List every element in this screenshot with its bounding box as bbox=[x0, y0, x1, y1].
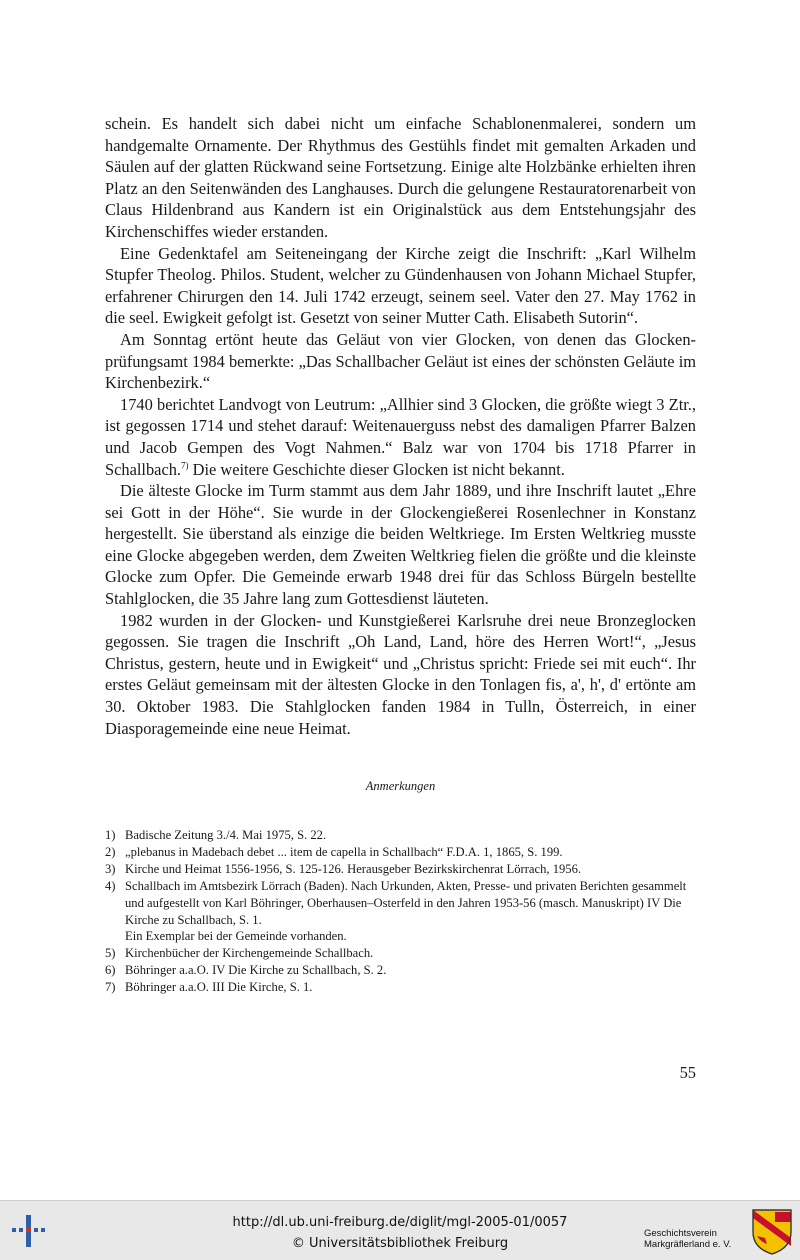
footnote-number: 3) bbox=[105, 861, 116, 876]
footnote-text: Böhringer a.a.O. III Die Kirche, S. 1. bbox=[125, 980, 313, 995]
society-name-line-1: Geschichtsverein bbox=[644, 1228, 717, 1239]
paragraph-2: Eine Gedenktafel am Seiteneingang der Kirche zeigt die Inschrift: „Karl Wilhelm Stupfer Theolog. Philos. Student, welcher zu Gündenhausen von Johann Michael Stupfer, erfahrener Chirurgen den 14. Juli 1742 erzeugt, seinem seel. Vater den 27. May 1762 in die seel. Ewigkeit gefolgt ist. Gesetzt von seiner Mutter Cath. Elisabeth Sutorin“. bbox=[105, 243, 696, 328]
footnote-2 bbox=[105, 844, 705, 861]
footnote-text-extra: Ein Exemplar bei der Gemeinde vorhanden. bbox=[125, 929, 347, 944]
footnote-number: 6) bbox=[105, 963, 116, 978]
footnote-text: Kirchenbücher der Kirchengemeinde Schallbach. bbox=[125, 946, 374, 961]
footnote-number: 1) bbox=[105, 828, 116, 842]
paragraph-1: schein. Es handelt sich dabei nicht um einfache Schablonenmalerei, sondern um handgemalte Ornamente. Der Rhythmus des Gestühls findet mit gemalten Arkaden und Säulen auf der glatten Rückwand seine Fortsetzung. Einige alte Holzbänke erhielten ihren Platz an den Seitenwänden des Langhauses. Durch die gelungene Restauratorenarbeit von Claus Hildenbrand aus Kandern ist ein Originalstück aus dem Entstehungsjahr des Kirchenschiffes wieder erstanden. bbox=[105, 114, 696, 241]
footnotes-list bbox=[105, 827, 705, 996]
paragraph-5: Die älteste Glocke im Turm stammt aus dem Jahr 1889, und ihre Inschrift lautet „Ehre sei Gott in der Höhe“. Sie wurde in der Glockengießerei Rosenlechner in Konstanz hergestellt. Sie überstand als einzige die beiden Weltkriege. Im Ersten Weltkrieg musste eine Glocke abgegeben werden, dem Zweiten Weltkrieg fielen die größte und die kleinste Glocke zum Opfer. Die Gemeinde erwarb 1948 drei für das Schloss Bürgeln bestellte Stahlglocken, die 35 Jahre lang zum Gottesdienst läuteten. bbox=[105, 481, 696, 609]
footnote-number: 5) bbox=[105, 946, 116, 961]
footnote-1 bbox=[105, 827, 705, 844]
footnote-text: Badische Zeitung 3./4. Mai 1975, S. 22. bbox=[125, 828, 327, 842]
paragraph-4 bbox=[105, 394, 696, 480]
coat-of-arms-icon bbox=[751, 1208, 793, 1256]
footnote-5 bbox=[105, 945, 705, 962]
footnote-text: Böhringer a.a.O. IV Die Kirche zu Schallbach, S. 2. bbox=[125, 963, 387, 978]
footnote-ref-7: 7) bbox=[181, 460, 189, 471]
footer-bar bbox=[0, 1200, 800, 1260]
footnote-4 bbox=[105, 878, 705, 946]
paragraph-3: Am Sonntag ertönt heute das Geläut von vier Glocken, von denen das Glockenprüfungsamt 1984 bemerkte: „Das Schallbacher Geläut ist eines der schönsten Geläute im Kirchenbezirk.“ bbox=[105, 329, 696, 393]
footnote-text: Schallbach im Amtsbezirk Lörrach (Baden). Nach Urkunden, Akten, Presse- und privaten Berichten gesammelt und aufgestellt von Karl Böhringer, Oberhausen–Osterfeld in den Jahren 1953-56 (masch. Manuskript) IV Die Kirche zu Schallbach, S. 1. bbox=[125, 878, 687, 927]
society-name-line-2: Markgräflerland e. V. bbox=[644, 1239, 732, 1250]
paragraph-4-text-b: Die weitere Geschichte dieser Glocken ist nicht bekannt. bbox=[188, 459, 565, 479]
footnote-text: Kirche und Heimat 1556-1956, S. 125-126. Herausgeber Bezirkskirchenrat Lörrach, 1956. bbox=[125, 861, 582, 876]
footnote-number: 2) bbox=[105, 844, 116, 859]
footnote-text: „plebanus in Madebach debet ... item de capella in Schallbach“ F.D.A. 1, 1865, S. 199. bbox=[125, 844, 563, 859]
paragraph-4-text-a: 1740 berichtet Landvogt von Leutrum: „Allhier sind 3 Glocken, die größte wiegt 3 Ztr., ist gegossen 1714 und stehet darauf: Weitenauerguss nebst des damaligen Pfarrer Balzen und Jacob Gempen des Vogt Nahmen.“ Balz war von 1704 bis 1718 Pfarrer in Schallbach. bbox=[105, 394, 696, 479]
notes-heading: Anmerkungen bbox=[365, 779, 436, 793]
footnote-number: 4) bbox=[105, 878, 116, 893]
footnote-7 bbox=[105, 979, 705, 996]
footnote-6 bbox=[105, 962, 705, 979]
footnote-number: 7) bbox=[105, 980, 116, 995]
society-name bbox=[644, 1228, 754, 1250]
source-url-link[interactable]: http://dl.ub.uni-freiburg.de/diglit/mgl-2005-01/0057 bbox=[232, 1215, 568, 1230]
paragraph-6: 1982 wurden in der Glocken- und Kunstgießerei Karlsruhe drei neue Bronzeglocken gegossen. Sie tragen die Inschrift „Oh Land, Land, höre des Herren Wort!“, „Jesus Christus, gestern, heute und in Ewigkeit“ und „Christus spricht: Friede sei mit euch“. Ihr erstes Geläut gemeinsam mit der ältesten Glocke in den Tonlagen fis, a', h', d' ertönte am 30. Oktober 1983. Die Stahlglocken fanden 1984 in Tulln, Österreich, in einer Diasporagemeinde eine neue Heimat. bbox=[105, 610, 696, 738]
copyright-text: © Universitätsbibliothek Freiburg bbox=[291, 1236, 509, 1251]
footnote-3 bbox=[105, 861, 705, 878]
page-number: 55 bbox=[679, 1063, 696, 1082]
body-text bbox=[105, 113, 696, 739]
ub-freiburg-logo-icon bbox=[10, 1211, 50, 1251]
